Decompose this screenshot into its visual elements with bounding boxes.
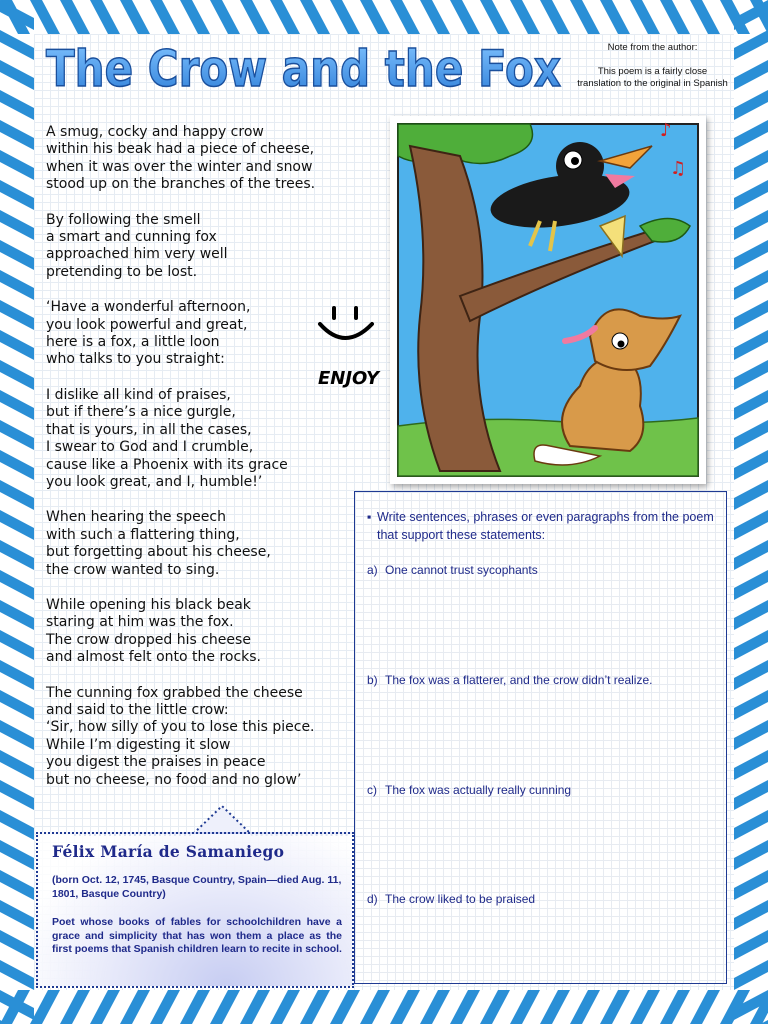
border-stripe (734, 0, 768, 30)
poem-line: when it was over the winter and snow (46, 158, 313, 175)
border-stripe (90, 0, 120, 34)
crow-fox-illustration (390, 116, 706, 484)
border-stripe (0, 840, 34, 870)
border-stripe (734, 30, 768, 60)
border-stripe (0, 30, 34, 60)
border-stripe (270, 990, 300, 1024)
border-stripe (0, 210, 34, 240)
border-stripe (600, 0, 630, 34)
question-b: b) The fox was a flatterer, and the crow didn’t realize. (367, 673, 653, 687)
border-stripe (0, 300, 34, 330)
border-stripe (720, 990, 750, 1024)
border-stripe (0, 150, 34, 180)
bio-name: Félix María de Samaniego (52, 842, 285, 861)
border-stripe (0, 270, 34, 300)
border-stripe (480, 990, 510, 1024)
border-stripe (734, 660, 768, 690)
border-stripe (330, 0, 360, 34)
exercise-instruction: ▪ Write sentences, phrases or even paragraphs from the poem that support these statements: (367, 510, 714, 542)
poem-stanza (46, 299, 346, 369)
author-note-line2: translation to the original in Spanish (577, 78, 728, 89)
poem-line: a smart and cunning fox (46, 229, 217, 246)
border-stripe (0, 0, 34, 30)
border-stripe (734, 270, 768, 300)
poem-line: When hearing the speech (46, 509, 226, 526)
border-stripe (734, 810, 768, 840)
border-stripe (750, 990, 768, 1024)
border-stripe (734, 330, 768, 360)
poem-line: ‘Have a wonderful afternoon, (46, 299, 251, 316)
border-stripe (734, 840, 768, 870)
border-stripe (734, 900, 768, 930)
border-stripe (734, 750, 768, 780)
poem-line: with such a flattering thing, (46, 526, 240, 543)
border-stripe (734, 1020, 768, 1024)
poem-line: staring at him was the fox. (46, 614, 234, 631)
border-stripe (150, 0, 180, 34)
author-note (570, 42, 735, 90)
border-stripe (0, 870, 34, 900)
exercise-panel (354, 491, 727, 984)
border-stripe (120, 0, 150, 34)
border-stripe (0, 420, 34, 450)
border-stripe (120, 990, 150, 1024)
border-stripe (0, 990, 30, 1024)
border-stripe (480, 0, 510, 34)
border-stripe (0, 480, 34, 510)
border-stripe (180, 0, 210, 34)
border-stripe (734, 510, 768, 540)
poem-line: and said to the little crow: (46, 701, 229, 718)
border-stripe (0, 90, 34, 120)
border-stripe (734, 990, 768, 1020)
poem-line: but no cheese, no food and no glow’ (46, 771, 302, 788)
poem-line: you digest the praises in peace (46, 754, 266, 771)
poem-line: approached him very well (46, 246, 228, 263)
border-stripe (660, 0, 690, 34)
poem-line: A smug, cocky and happy crow (46, 124, 264, 140)
border-stripe (630, 0, 660, 34)
border-stripe (734, 630, 768, 660)
border-stripe (540, 990, 570, 1024)
border-stripe (300, 0, 330, 34)
border-stripe (0, 330, 34, 360)
poem-line: The crow dropped his cheese (46, 631, 251, 648)
poem-line: I dislike all kind of praises, (46, 386, 231, 403)
border-stripe (210, 0, 240, 34)
author-note-line1: This poem is a fairly close (597, 66, 708, 77)
border-stripe (734, 960, 768, 990)
border-stripe (0, 810, 34, 840)
poem-line: While opening his black beak (46, 596, 251, 613)
border-stripe (180, 990, 210, 1024)
poem-line: that is yours, in all the cases, (46, 421, 252, 438)
border-stripe (734, 360, 768, 390)
border-stripe (0, 1020, 34, 1024)
poem-line: stood up on the branches of the trees. (46, 176, 316, 193)
author-bio (36, 832, 354, 988)
border-stripe (30, 0, 60, 34)
enjoy-label: ENJOY (318, 368, 380, 389)
poem-line: but forgetting about his cheese, (46, 544, 271, 561)
border-stripe (734, 480, 768, 510)
border-stripe (734, 300, 768, 330)
border-stripe (570, 990, 600, 1024)
border-stripe (734, 690, 768, 720)
border-stripe (734, 780, 768, 810)
page-title (40, 38, 570, 98)
border-stripe (600, 990, 630, 1024)
border-stripe (734, 390, 768, 420)
question-a: a) One cannot trust sycophants (367, 563, 538, 577)
border-stripe (210, 990, 240, 1024)
border-stripe (734, 240, 768, 270)
border-stripe (690, 990, 720, 1024)
border-stripe (0, 690, 34, 720)
author-note-heading: Note from the author: (607, 42, 698, 53)
border-stripe (390, 990, 420, 1024)
border-stripe (450, 0, 480, 34)
border-stripe (540, 0, 570, 34)
poem-line: I swear to God and I crumble, (46, 439, 254, 456)
poem-line: pretending to be lost. (46, 263, 198, 280)
border-stripe (0, 780, 34, 810)
border-stripe (360, 0, 390, 34)
border-stripe (150, 990, 180, 1024)
border-stripe (270, 0, 300, 34)
border-stripe (0, 630, 34, 660)
border-stripe (734, 120, 768, 150)
border-stripe (0, 720, 34, 750)
question-d: d) The crow liked to be praised (367, 892, 536, 906)
question-c: c) The fox was actually really cunning (367, 783, 572, 797)
border-stripe (690, 0, 720, 34)
border-stripe (0, 600, 34, 630)
border-stripe (720, 0, 750, 34)
border-stripe (0, 120, 34, 150)
border-stripe (510, 990, 540, 1024)
poem (46, 124, 346, 807)
border-stripe (0, 660, 34, 690)
poem-line: you look great, and I, humble!’ (46, 473, 263, 490)
poem-line: While I’m digesting it slow (46, 736, 231, 753)
border-stripe (570, 0, 600, 34)
border-stripe (60, 0, 90, 34)
poem-line: ‘Sir, how silly of you to lose this piece. (46, 719, 315, 736)
border-stripe (660, 990, 690, 1024)
border-stripe (0, 60, 34, 90)
border-stripe (420, 0, 450, 34)
border-stripe (630, 990, 660, 1024)
poem-stanza (46, 597, 346, 667)
border-stripe (0, 960, 34, 990)
border-stripe (0, 0, 30, 34)
poem-line: The cunning fox grabbed the cheese (46, 684, 303, 701)
bio-dates: (born Oct. 12, 1745, Basque Country, Spain—died Aug. 11, 1801, Basque Country) (52, 874, 342, 900)
border-stripe (300, 990, 330, 1024)
poem-stanza (46, 212, 346, 282)
poem-stanza (46, 124, 346, 194)
border-stripe (390, 0, 420, 34)
poem-line: here is a fox, a little loon (46, 334, 220, 351)
border-stripe (360, 990, 390, 1024)
border-stripe (420, 990, 450, 1024)
poem-stanza (46, 387, 346, 491)
border-stripe (510, 0, 540, 34)
border-stripe (734, 180, 768, 210)
border-stripe (0, 990, 34, 1020)
border-stripe (750, 0, 768, 34)
border-stripe (734, 150, 768, 180)
poem-line: the crow wanted to sing. (46, 561, 220, 578)
border-stripe (734, 720, 768, 750)
border-stripe (0, 390, 34, 420)
border-stripe (240, 0, 270, 34)
poem-line: and almost felt onto the rocks. (46, 649, 261, 666)
poem-line: who talks to you straight: (46, 351, 225, 368)
border-stripe (0, 570, 34, 600)
bio-description: Poet whose books of fables for schoolchildren have a grace and simplicity that has won them a place as the first poems that Spanish children learn to recite in school. (52, 916, 342, 955)
svg-text:The Crow and the Fox: The Crow and the Fox (46, 40, 561, 98)
border-stripe (30, 990, 60, 1024)
border-stripe (734, 60, 768, 90)
border-stripe (734, 540, 768, 570)
border-stripe (734, 90, 768, 120)
poem-line: but if there’s a nice gurgle, (46, 404, 236, 421)
border-stripe (734, 600, 768, 630)
poem-stanza (46, 509, 346, 579)
border-stripe (450, 990, 480, 1024)
smiley-icon (306, 300, 386, 390)
border-stripe (0, 450, 34, 480)
border-stripe (734, 570, 768, 600)
border-stripe (734, 450, 768, 480)
poem-line: within his beak had a piece of cheese, (46, 141, 315, 158)
poem-line: cause like a Phoenix with its grace (46, 456, 288, 473)
poem-stanza (46, 685, 346, 789)
border-stripe (0, 750, 34, 780)
border-stripe (0, 930, 34, 960)
border-stripe (0, 540, 34, 570)
border-stripe (60, 990, 90, 1024)
svg-text:♪: ♪ (660, 120, 672, 141)
svg-text:♫: ♫ (670, 158, 687, 179)
poem-line: you look powerful and great, (46, 316, 248, 333)
border-stripe (0, 900, 34, 930)
border-stripe (734, 930, 768, 960)
poem-line: By following the smell (46, 211, 201, 228)
border-stripe (90, 990, 120, 1024)
border-stripe (240, 990, 270, 1024)
border-stripe (0, 180, 34, 210)
border-stripe (734, 210, 768, 240)
border-stripe (0, 240, 34, 270)
border-stripe (0, 510, 34, 540)
border-stripe (734, 420, 768, 450)
border-stripe (330, 990, 360, 1024)
bullet-icon: ▪ (367, 510, 372, 524)
border-stripe (0, 360, 34, 390)
border-stripe (734, 870, 768, 900)
